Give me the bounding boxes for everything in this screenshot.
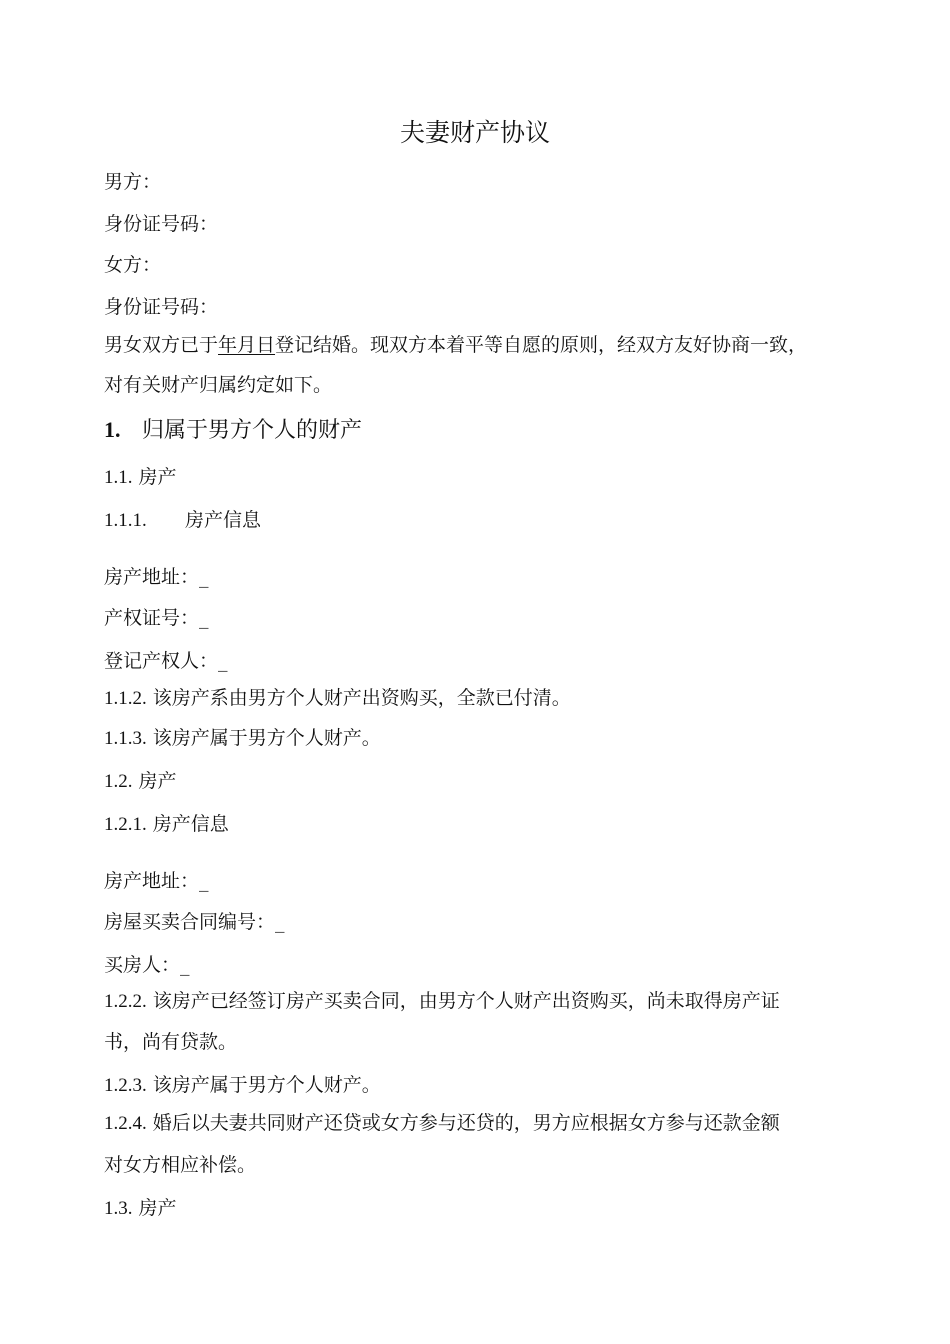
section-1-3-heading: [104, 1196, 177, 1221]
section-1-3-number: 1.3.: [104, 1198, 133, 1219]
intro-paragraph-line-1: [104, 333, 807, 357]
clause-1-1-2-text: 该房产系由男方个人财产出资购买，全款已付清。: [152, 687, 571, 709]
section-1-title: 归属于男方个人的财产: [142, 418, 363, 443]
clause-1-1-3-number: 1.1.3.: [104, 728, 147, 749]
field-certificate-number: 产权证号：_: [104, 607, 209, 629]
section-1-1-1-heading: [104, 508, 261, 533]
intro-paragraph-line-2: 对有关财产归属约定如下。: [104, 374, 333, 396]
husband-label: 男方：: [104, 171, 162, 193]
section-1-1-1-number: 1.1.1.: [104, 510, 147, 531]
field-buyer: 买房人：_: [104, 954, 190, 976]
section-1-1-number: 1.1.: [104, 467, 133, 488]
section-1-heading: [104, 416, 362, 445]
section-1-1-title: 房产: [138, 466, 177, 488]
clause-1-2-3-text: 该房产属于男方个人财产。: [152, 1074, 381, 1096]
section-1-1-heading: [104, 465, 177, 490]
field-registered-owner: 登记产权人：_: [104, 650, 228, 672]
section-1-2-title: 房产: [138, 770, 177, 792]
clause-1-2-4-line-2: 对女方相应补偿。: [104, 1154, 257, 1176]
clause-1-2-2-line-1: [104, 989, 780, 1014]
clause-1-1-3: [104, 726, 381, 751]
clause-1-2-2-number: 1.2.2.: [104, 991, 147, 1012]
clause-1-2-2-text-1: 该房产已经签订房产买卖合同，由男方个人财产出资购买，尚未取得房产证: [152, 990, 780, 1012]
document-title: 夫妻财产协议: [399, 118, 550, 147]
clause-1-2-4-text-1: 婚后以夫妻共同财产还贷或女方参与还贷的，男方应根据女方参与还款金额: [152, 1112, 780, 1134]
section-1-1-1-title: 房产信息: [185, 509, 262, 531]
field-contract-number: 房屋买卖合同编号：_: [104, 911, 285, 933]
section-1-number: 1.: [104, 417, 121, 442]
clause-1-2-3-number: 1.2.3.: [104, 1075, 147, 1096]
section-1-2-heading: [104, 769, 177, 794]
wife-label: 女方：: [104, 254, 162, 276]
clause-1-2-4-line-1: [104, 1111, 780, 1136]
field-property-address-2: 房产地址：_: [104, 870, 209, 892]
clause-1-2-2-line-2: 书，尚有贷款。: [104, 1031, 238, 1053]
clause-1-2-3: [104, 1073, 381, 1098]
clause-1-1-3-text: 该房产属于男方个人财产。: [152, 727, 381, 749]
intro-text-b: 登记结婚。现双方本着平等自愿的原则，经双方友好协商一致，: [275, 334, 808, 356]
section-1-2-1-heading: [104, 812, 229, 837]
wife-id-label: 身份证号码：: [104, 296, 219, 318]
section-1-3-title: 房产: [138, 1197, 177, 1219]
clause-1-1-2: [104, 686, 571, 711]
section-1-2-1-number: 1.2.1.: [104, 814, 147, 835]
field-property-address: 房产地址：_: [104, 566, 209, 588]
clause-1-1-2-number: 1.1.2.: [104, 688, 147, 709]
section-1-2-1-title: 房产信息: [152, 813, 229, 835]
husband-id-label: 身份证号码：: [104, 213, 219, 235]
marriage-date-blank: 年月日: [218, 334, 276, 356]
clause-1-2-4-number: 1.2.4.: [104, 1113, 147, 1134]
section-1-2-number: 1.2.: [104, 771, 133, 792]
intro-text-a: 男女双方已于: [104, 334, 219, 356]
